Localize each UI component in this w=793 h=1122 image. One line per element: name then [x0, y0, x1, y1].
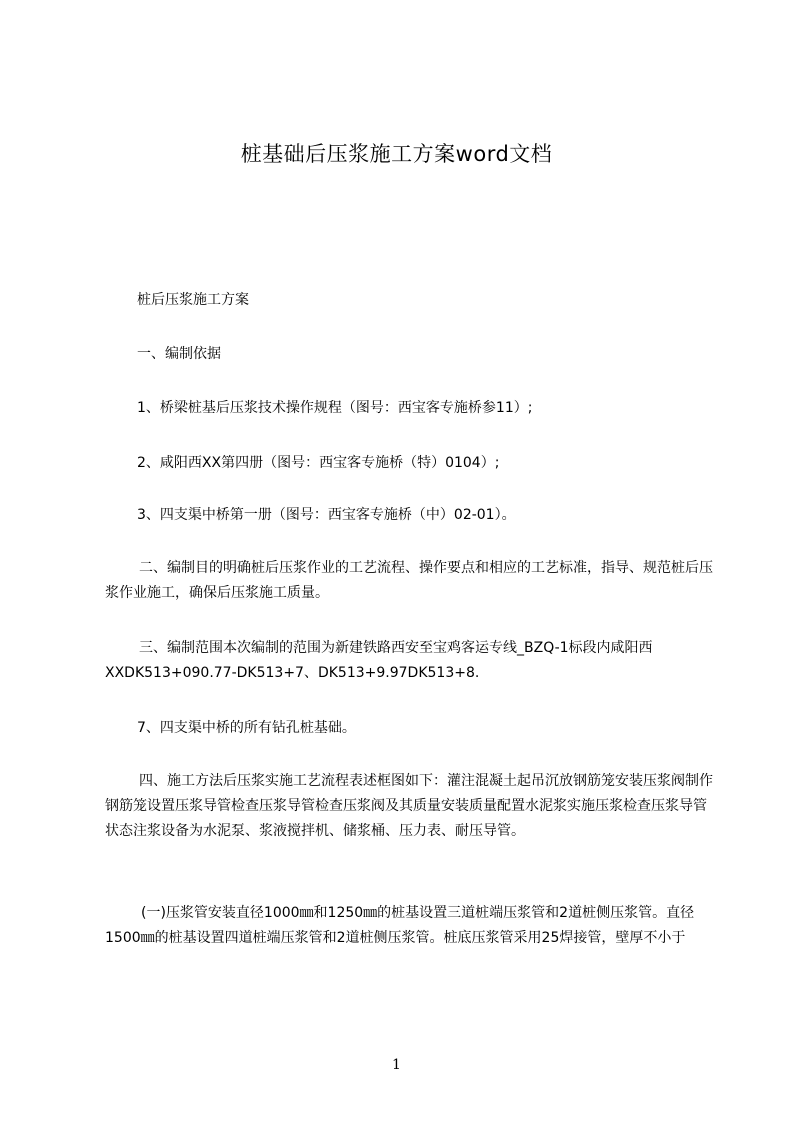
paragraph-basis-item-2: 2、咸阳西XX第四册（图号：西宝客专施桥（特）0104）;: [137, 455, 500, 471]
paragraph-grout-pipe-installation: (一)压浆管安装直径1000㎜和1250㎜的桩基设置三道桩端压浆管和2道桩侧压浆管。直径1500㎜的桩基设置四道桩端压浆管和2道桩侧压浆管。桩底压浆管采用25焊接管，壁厚不小于: [105, 905, 695, 946]
paragraph-construction-method: 四、施工方法后压浆实施工艺流程表述框图如下：灌注混凝土起吊沉放钢筋笼安装压浆阀制作钢筋笼设置压浆导管检查压浆导管检查压浆阀及其质量安装质量配置水泥浆实施压浆检查压浆导管状态注浆设备为水泥泵、浆液搅拌机、储浆桶、压力表、耐压导管。: [105, 773, 713, 839]
paragraph-basis-item-3: 3、四支渠中桥第一册（图号：西宝客专施桥（中）02-01）。: [137, 507, 516, 523]
page-number: 1: [392, 1057, 401, 1073]
document-title: 桩基础后压浆施工方案word文档: [240, 142, 553, 166]
paragraph-scope-continued: 7、四支渠中桥的所有钻孔桩基础。: [137, 720, 356, 736]
paragraph-heading-basis: 一、编制依据: [137, 346, 221, 362]
paragraph-section-title: 桩后压浆施工方案: [137, 292, 249, 308]
paragraph-basis-item-1: 1、桥梁桩基后压浆技术操作规程（图号：西宝客专施桥参11）;: [137, 400, 533, 416]
paragraph-scope: 三、编制范围本次编制的范围为新建铁路西安至宝鸡客运专线_BZQ-1标段内咸阳西XXDK513+090.77-DK513+7、DK513+9.97DK513+8.: [105, 640, 653, 681]
paragraph-purpose: 二、编制目的明确桩后压浆作业的工艺流程、操作要点和相应的工艺标准，指导、规范桩后压浆作业施工，确保后压浆施工质量。: [105, 560, 713, 601]
